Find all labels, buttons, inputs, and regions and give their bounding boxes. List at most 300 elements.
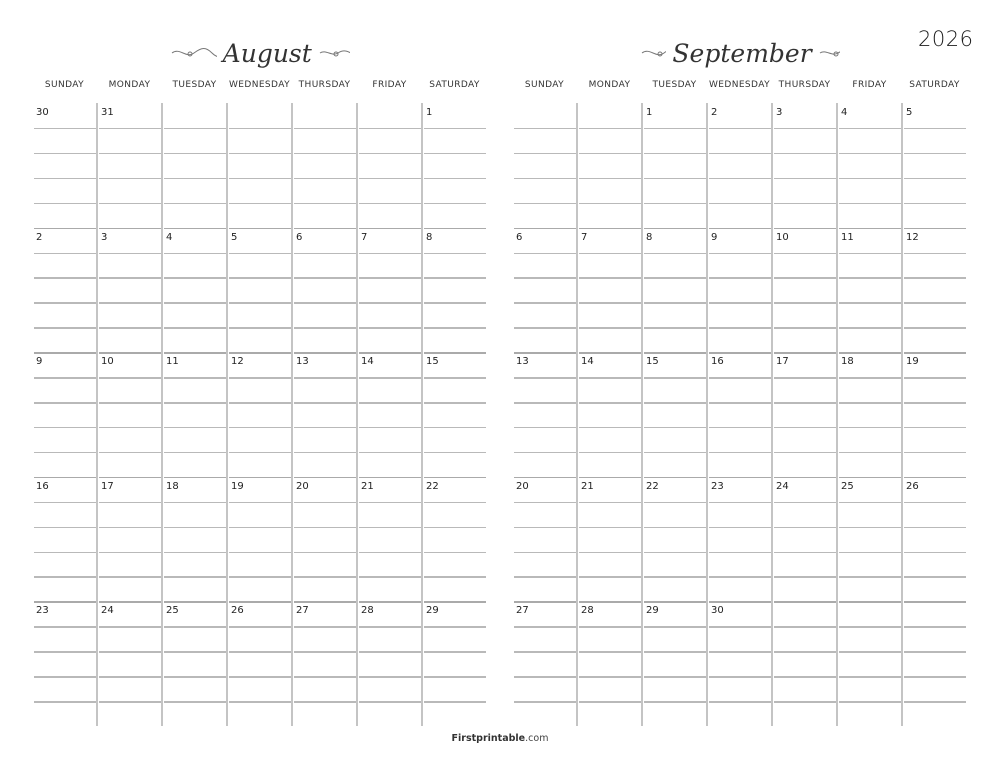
writing-line xyxy=(99,402,161,404)
writing-line xyxy=(709,552,771,554)
writing-line xyxy=(424,552,486,554)
day-number: 3 xyxy=(776,107,783,118)
writing-line xyxy=(774,651,836,653)
weekday-label: SATURDAY xyxy=(429,80,480,90)
writing-line xyxy=(229,352,291,354)
week-row xyxy=(512,601,967,726)
brand-suffix: .com xyxy=(525,733,549,744)
writing-line xyxy=(579,153,641,155)
day-cell[interactable] xyxy=(577,477,642,602)
writing-line xyxy=(774,427,836,429)
day-cell[interactable] xyxy=(422,228,487,353)
day-cell[interactable] xyxy=(162,103,227,228)
day-cell[interactable] xyxy=(227,601,292,726)
writing-line xyxy=(99,352,161,354)
day-number: 8 xyxy=(646,231,653,243)
writing-line xyxy=(294,402,356,404)
day-number: 25 xyxy=(841,480,854,492)
day-number: 2 xyxy=(36,231,43,243)
writing-line xyxy=(229,427,291,429)
writing-line xyxy=(99,277,161,279)
day-number: 15 xyxy=(646,356,659,368)
day-cell[interactable] xyxy=(32,477,97,602)
week-row xyxy=(32,352,487,477)
day-cell[interactable] xyxy=(292,601,357,726)
writing-line xyxy=(839,477,901,479)
day-number: 23 xyxy=(711,480,724,492)
day-number: 13 xyxy=(296,356,309,368)
day-cell[interactable] xyxy=(512,103,577,228)
writing-line xyxy=(359,327,421,329)
day-number: 18 xyxy=(841,356,854,368)
writing-line xyxy=(644,352,706,354)
day-cell[interactable] xyxy=(32,103,97,228)
writing-line xyxy=(359,676,421,678)
day-cell[interactable] xyxy=(227,352,292,477)
writing-line xyxy=(424,601,486,603)
day-number: 7 xyxy=(581,231,588,243)
weekday-label: FRIDAY xyxy=(372,80,407,90)
writing-line xyxy=(99,302,161,304)
writing-line xyxy=(99,651,161,653)
writing-line xyxy=(644,327,706,329)
day-cell[interactable] xyxy=(772,352,837,477)
weekday-label: WEDNESDAY xyxy=(709,80,770,90)
writing-line xyxy=(424,153,486,155)
writing-line xyxy=(229,277,291,279)
day-number: 19 xyxy=(231,480,244,492)
writing-line xyxy=(229,377,291,379)
writing-line xyxy=(904,327,966,329)
writing-line xyxy=(229,477,291,479)
writing-line xyxy=(709,128,771,130)
writing-line xyxy=(34,327,96,329)
day-cell[interactable] xyxy=(512,477,577,602)
day-cell[interactable] xyxy=(512,228,577,353)
month-title-august: August xyxy=(170,30,350,76)
writing-line xyxy=(644,277,706,279)
writing-line xyxy=(839,277,901,279)
writing-line xyxy=(839,576,901,578)
writing-line xyxy=(774,452,836,454)
writing-line xyxy=(359,527,421,529)
day-number: 27 xyxy=(516,605,529,617)
day-cell[interactable] xyxy=(512,352,577,477)
writing-line xyxy=(644,502,706,504)
column-divider xyxy=(421,103,423,726)
writing-line xyxy=(514,302,576,304)
writing-line xyxy=(229,203,291,205)
writing-line xyxy=(514,253,576,255)
day-cell[interactable] xyxy=(577,103,642,228)
writing-line xyxy=(294,676,356,678)
writing-line xyxy=(294,302,356,304)
writing-line xyxy=(424,302,486,304)
writing-line xyxy=(774,701,836,703)
writing-line xyxy=(904,178,966,180)
writing-line xyxy=(514,352,576,354)
writing-line xyxy=(164,452,226,454)
writing-line xyxy=(164,253,226,255)
writing-line xyxy=(514,452,576,454)
writing-line xyxy=(424,427,486,429)
writing-line xyxy=(904,452,966,454)
day-number: 31 xyxy=(101,107,114,118)
writing-line xyxy=(774,352,836,354)
day-cell[interactable] xyxy=(902,103,967,228)
writing-line xyxy=(579,601,641,603)
writing-line xyxy=(839,676,901,678)
writing-line xyxy=(904,228,966,230)
writing-line xyxy=(579,352,641,354)
writing-line xyxy=(34,502,96,504)
column-divider xyxy=(356,103,358,726)
writing-line xyxy=(579,128,641,130)
writing-line xyxy=(359,302,421,304)
writing-line xyxy=(644,601,706,603)
day-cell[interactable] xyxy=(642,103,707,228)
day-cell[interactable] xyxy=(162,477,227,602)
writing-line xyxy=(229,502,291,504)
day-cell[interactable] xyxy=(97,228,162,353)
writing-line xyxy=(774,676,836,678)
writing-line xyxy=(359,277,421,279)
day-number: 14 xyxy=(361,356,374,368)
writing-line xyxy=(774,576,836,578)
day-cell[interactable] xyxy=(162,228,227,353)
writing-line xyxy=(34,277,96,279)
writing-line xyxy=(34,626,96,628)
writing-line xyxy=(774,327,836,329)
day-cell[interactable] xyxy=(642,228,707,353)
writing-line xyxy=(164,502,226,504)
writing-line xyxy=(709,178,771,180)
writing-line xyxy=(644,651,706,653)
writing-line xyxy=(904,427,966,429)
writing-line xyxy=(424,576,486,578)
day-cell[interactable] xyxy=(357,228,422,353)
writing-line xyxy=(709,502,771,504)
writing-line xyxy=(709,302,771,304)
writing-line xyxy=(579,576,641,578)
writing-line xyxy=(514,527,576,529)
day-number: 11 xyxy=(841,231,854,243)
writing-line xyxy=(839,377,901,379)
week-row xyxy=(32,103,487,228)
day-number: 9 xyxy=(711,231,718,243)
day-cell[interactable] xyxy=(357,352,422,477)
day-number: 29 xyxy=(646,605,659,617)
writing-line xyxy=(34,153,96,155)
day-cell[interactable] xyxy=(357,601,422,726)
writing-line xyxy=(99,128,161,130)
writing-line xyxy=(579,277,641,279)
day-cell[interactable] xyxy=(162,352,227,477)
writing-line xyxy=(424,228,486,230)
writing-line xyxy=(34,402,96,404)
writing-line xyxy=(644,402,706,404)
day-cell[interactable] xyxy=(97,352,162,477)
day-cell[interactable] xyxy=(97,601,162,726)
writing-line xyxy=(359,552,421,554)
writing-line xyxy=(644,302,706,304)
writing-line xyxy=(514,228,576,230)
writing-line xyxy=(359,427,421,429)
flourish-left-icon xyxy=(170,43,217,63)
writing-line xyxy=(294,527,356,529)
writing-line xyxy=(99,477,161,479)
writing-line xyxy=(579,253,641,255)
day-cell[interactable] xyxy=(707,477,772,602)
day-cell[interactable] xyxy=(292,477,357,602)
writing-line xyxy=(99,601,161,603)
calendar-august xyxy=(32,80,487,617)
writing-line xyxy=(359,128,421,130)
writing-line xyxy=(294,701,356,703)
writing-line xyxy=(904,601,966,603)
day-number: 29 xyxy=(426,605,439,617)
writing-line xyxy=(424,377,486,379)
writing-line xyxy=(294,327,356,329)
writing-line xyxy=(904,253,966,255)
writing-line xyxy=(294,477,356,479)
day-number: 12 xyxy=(231,356,244,368)
writing-line xyxy=(294,452,356,454)
writing-line xyxy=(579,676,641,678)
writing-line xyxy=(424,277,486,279)
calendar-september xyxy=(512,80,967,617)
day-cell[interactable] xyxy=(902,477,967,602)
writing-line xyxy=(164,626,226,628)
writing-line xyxy=(904,352,966,354)
day-number: 14 xyxy=(581,356,594,368)
day-cell[interactable] xyxy=(422,352,487,477)
day-number: 28 xyxy=(581,605,594,617)
writing-line xyxy=(359,651,421,653)
day-cell[interactable] xyxy=(357,477,422,602)
writing-line xyxy=(294,253,356,255)
flourish-left-icon xyxy=(640,43,666,63)
writing-line xyxy=(839,552,901,554)
weekday-header xyxy=(32,80,487,98)
day-cell[interactable] xyxy=(642,352,707,477)
day-cell[interactable] xyxy=(772,228,837,353)
day-cell[interactable] xyxy=(837,477,902,602)
writing-line xyxy=(514,128,576,130)
writing-line xyxy=(839,651,901,653)
day-cell[interactable] xyxy=(32,352,97,477)
writing-line xyxy=(294,352,356,354)
day-cell[interactable] xyxy=(422,103,487,228)
writing-line xyxy=(34,228,96,230)
week-row xyxy=(32,477,487,602)
writing-line xyxy=(229,253,291,255)
writing-line xyxy=(424,527,486,529)
writing-line xyxy=(644,178,706,180)
writing-line xyxy=(579,203,641,205)
writing-line xyxy=(359,253,421,255)
day-cell[interactable] xyxy=(97,477,162,602)
writing-line xyxy=(904,651,966,653)
writing-line xyxy=(359,153,421,155)
writing-line xyxy=(34,253,96,255)
week-row xyxy=(512,103,967,228)
day-cell[interactable] xyxy=(292,103,357,228)
writing-line xyxy=(514,477,576,479)
month-grid xyxy=(32,103,487,727)
writing-line xyxy=(514,601,576,603)
writing-line xyxy=(99,327,161,329)
writing-line xyxy=(359,203,421,205)
writing-line xyxy=(164,377,226,379)
writing-line xyxy=(839,701,901,703)
writing-line xyxy=(904,676,966,678)
writing-line xyxy=(514,626,576,628)
day-cell[interactable] xyxy=(292,228,357,353)
writing-line xyxy=(514,502,576,504)
day-cell[interactable] xyxy=(837,601,902,726)
writing-line xyxy=(424,626,486,628)
year-label: 2026 xyxy=(918,27,974,51)
writing-line xyxy=(839,402,901,404)
day-cell[interactable] xyxy=(772,103,837,228)
day-cell[interactable] xyxy=(227,228,292,353)
writing-line xyxy=(514,651,576,653)
writing-line xyxy=(644,153,706,155)
day-cell[interactable] xyxy=(227,477,292,602)
writing-line xyxy=(294,203,356,205)
column-divider xyxy=(96,103,98,726)
day-cell[interactable] xyxy=(837,103,902,228)
day-number: 15 xyxy=(426,356,439,368)
writing-line xyxy=(514,178,576,180)
writing-line xyxy=(294,651,356,653)
column-divider xyxy=(226,103,228,726)
day-number: 1 xyxy=(646,107,653,118)
writing-line xyxy=(839,427,901,429)
writing-line xyxy=(229,651,291,653)
writing-line xyxy=(774,203,836,205)
writing-line xyxy=(709,676,771,678)
brand-name: Firstprintable xyxy=(451,733,526,744)
writing-line xyxy=(164,527,226,529)
day-cell[interactable] xyxy=(357,103,422,228)
writing-line xyxy=(229,327,291,329)
writing-line xyxy=(229,701,291,703)
day-cell[interactable] xyxy=(422,477,487,602)
writing-line xyxy=(839,178,901,180)
flourish-right-icon xyxy=(318,43,350,63)
writing-line xyxy=(424,178,486,180)
writing-line xyxy=(164,228,226,230)
writing-line xyxy=(229,552,291,554)
day-cell[interactable] xyxy=(422,601,487,726)
writing-line xyxy=(34,601,96,603)
writing-line xyxy=(229,626,291,628)
day-cell[interactable] xyxy=(772,601,837,726)
writing-line xyxy=(164,427,226,429)
writing-line xyxy=(424,128,486,130)
writing-line xyxy=(164,153,226,155)
day-cell[interactable] xyxy=(512,601,577,726)
writing-line xyxy=(514,552,576,554)
writing-line xyxy=(34,676,96,678)
writing-line xyxy=(34,178,96,180)
writing-line xyxy=(839,352,901,354)
writing-line xyxy=(359,502,421,504)
day-cell[interactable] xyxy=(32,601,97,726)
day-cell[interactable] xyxy=(97,103,162,228)
day-cell[interactable] xyxy=(227,103,292,228)
day-number: 11 xyxy=(166,356,179,368)
writing-line xyxy=(579,552,641,554)
day-number: 21 xyxy=(361,480,374,492)
writing-line xyxy=(294,277,356,279)
day-number: 17 xyxy=(101,480,114,492)
day-cell[interactable] xyxy=(707,601,772,726)
day-cell[interactable] xyxy=(707,103,772,228)
day-cell[interactable] xyxy=(772,477,837,602)
writing-line xyxy=(774,377,836,379)
day-cell[interactable] xyxy=(902,228,967,353)
writing-line xyxy=(229,128,291,130)
writing-line xyxy=(774,277,836,279)
day-number: 3 xyxy=(101,231,108,243)
day-number: 10 xyxy=(776,231,789,243)
writing-line xyxy=(99,502,161,504)
writing-line xyxy=(229,452,291,454)
day-cell[interactable] xyxy=(162,601,227,726)
writing-line xyxy=(904,402,966,404)
writing-line xyxy=(904,203,966,205)
day-cell[interactable] xyxy=(642,477,707,602)
day-cell[interactable] xyxy=(292,352,357,477)
day-cell[interactable] xyxy=(577,352,642,477)
day-cell[interactable] xyxy=(577,228,642,353)
day-number: 12 xyxy=(906,231,919,243)
column-divider xyxy=(291,103,293,726)
day-cell[interactable] xyxy=(642,601,707,726)
day-number: 24 xyxy=(776,480,789,492)
week-row xyxy=(32,601,487,726)
writing-line xyxy=(99,676,161,678)
writing-line xyxy=(904,701,966,703)
week-row xyxy=(32,228,487,353)
writing-line xyxy=(774,502,836,504)
writing-line xyxy=(904,477,966,479)
day-cell[interactable] xyxy=(902,352,967,477)
writing-line xyxy=(294,228,356,230)
weekday-label: MONDAY xyxy=(108,80,151,90)
day-number: 5 xyxy=(231,231,238,243)
day-cell[interactable] xyxy=(32,228,97,353)
day-cell[interactable] xyxy=(707,228,772,353)
writing-line xyxy=(709,626,771,628)
writing-line xyxy=(164,701,226,703)
column-divider xyxy=(161,103,163,726)
day-number: 22 xyxy=(646,480,659,492)
weekday-label: WEDNESDAY xyxy=(229,80,290,90)
writing-line xyxy=(904,527,966,529)
day-cell[interactable] xyxy=(707,352,772,477)
writing-line xyxy=(644,552,706,554)
writing-line xyxy=(359,701,421,703)
day-cell[interactable] xyxy=(902,601,967,726)
day-cell[interactable] xyxy=(837,352,902,477)
writing-line xyxy=(34,552,96,554)
day-cell[interactable] xyxy=(577,601,642,726)
day-cell[interactable] xyxy=(837,228,902,353)
